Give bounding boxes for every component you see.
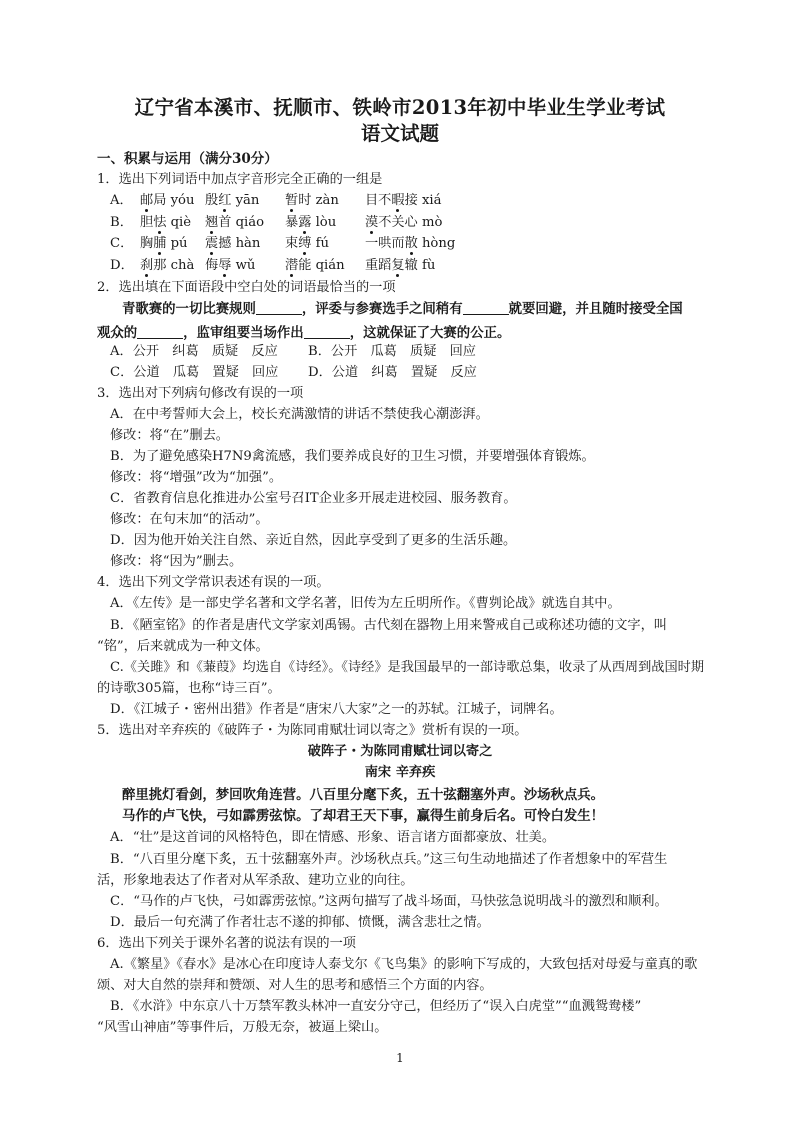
q1-word: 漠不关心 mò xyxy=(365,215,443,230)
q4-option-d: D．《江城子・密州出猎》作者是“唐宋八大家”之一的苏轼。江城子，词牌名。 xyxy=(110,702,563,717)
q4-option-c: C.《关雎》和《蒹葭》均选自《诗经》。《诗经》是我国最早的一部诗歌总集，收录了从西周到战国时期 xyxy=(110,660,705,675)
q1-word: 震撼 hàn xyxy=(205,236,261,251)
q2-passage-line2: 观众的 ，监审组要当场作出 ，这就保证了大赛的公正。 xyxy=(97,325,511,341)
q3-stem: 3．选出对下列病句修改有误的一项 xyxy=(97,386,304,401)
dotted-char: 辱 xyxy=(218,258,232,273)
poem-author: 南宋 辛弃疾 xyxy=(364,765,436,780)
q6-option-a-cont: 颂、对大自然的崇拜和赞颂、对人生的思考和感悟三个方面的内容。 xyxy=(97,978,493,993)
page-number: 1 xyxy=(396,1051,404,1065)
q3-line: 修改：将“增强”改为“加强”。 xyxy=(110,470,283,485)
q1-stem: 1．选出下列词语中加点字音形完全正确的一组是 xyxy=(97,172,383,187)
dotted-char: 露 xyxy=(298,215,312,230)
q1-word: 暴露 lòu xyxy=(285,215,337,230)
poem-line-2: 马作的卢飞快，弓如霹雳弦惊。了却君王天下事，赢得生前身后名。可怜白发生！ xyxy=(122,808,605,824)
dotted-char: 红 xyxy=(218,193,232,208)
q4-option-a: A．《左传》是一部史学名著和文学名著，旧传为左丘明所作。《曹刿论战》就选自其中。 xyxy=(110,596,621,611)
q3-line: 修改：将“因为”删去。 xyxy=(110,554,243,569)
q2-option-d: D．公道 纠葛 置疑 反应 xyxy=(308,365,477,380)
q1-word: 目不暇接 xiá xyxy=(365,193,442,208)
q5-option-d: D．最后一句充满了作者壮志不遂的抑郁、愤慨，满含悲壮之情。 xyxy=(110,915,490,930)
q4-option-c-cont: 的诗歌305篇，也称“诗三百”。 xyxy=(97,681,281,696)
q2-passage-line1: 青歌赛的一切比赛规则 ，评委与参赛选手之间稍有 就要回避，并且随时接受全国 xyxy=(122,301,683,317)
q2-option-a: A．公开 纠葛 质疑 反应 xyxy=(110,344,278,359)
dotted-char: 邮 xyxy=(140,193,154,208)
q1-word: 一哄而散 hòng xyxy=(365,236,456,251)
q6-option-a: A.《繁星》《春水》是冰心在印度诗人泰戈尔《飞鸟集》的影响下写成的，大致包括对母爱与童真的歌 xyxy=(110,957,698,972)
q1-option-label: B． xyxy=(110,215,133,230)
q1-word: 翘首 qiáo xyxy=(205,215,265,230)
q3-line: C．省教育信息化推进办公室号召IT企业多开展走进校园、服务教育。 xyxy=(110,491,517,506)
exam-title: 辽宁省本溪市、抚顺市、铁岭市2013年初中毕业生学业考试 xyxy=(134,96,666,119)
q1-word: 胆怯 qiè xyxy=(140,215,192,230)
dotted-char: 漠 xyxy=(365,215,379,230)
q5-option-a: A．“壮”是这首词的风格特色，即在情感、形象、语言诸方面都豪放、壮美。 xyxy=(110,830,556,845)
q3-line: A．在中考誓师大会上，校长充满激情的讲话不禁使我心潮澎湃。 xyxy=(110,407,489,422)
dotted-char: 缚 xyxy=(298,236,312,251)
q2-stem: 2．选出填在下面语段中空白处的词语最恰当的一项 xyxy=(97,280,396,295)
q5-option-c: C．“马作的卢飞快，弓如霹雳弦惊。”这两句描写了战斗场面，马快弦急说明战斗的激烈和顺利。 xyxy=(110,894,668,909)
blank-1 xyxy=(256,302,302,315)
q1-option-label: D． xyxy=(110,258,134,273)
q6-option-b-cont: “风雪山神庙”等事件后，万般无奈，被逼上梁山。 xyxy=(97,1020,388,1035)
q1-word: 刹那 chà xyxy=(140,258,195,273)
section-heading: 一、积累与运用（满分30分） xyxy=(97,151,278,167)
q3-line: 修改：将“在”删去。 xyxy=(110,428,229,443)
q6-stem: 6．选出下列关于课外名著的说法有误的一项 xyxy=(97,936,356,951)
q4-stem: 4．选出下列文学常识表述有误的一项。 xyxy=(97,575,330,590)
dotted-char: 刹 xyxy=(140,258,154,273)
exam-subtitle: 语文试题 xyxy=(360,122,439,145)
q1-word: 胸脯 pú xyxy=(140,236,188,251)
blank-2 xyxy=(463,302,509,315)
q1-word: 侮辱 wǔ xyxy=(205,258,256,273)
q3-line: 修改：在句末加“的活动”。 xyxy=(110,512,269,527)
q5-option-b-cont: 活，形象地表达了作者对从军杀敌、建功立业的向往。 xyxy=(97,873,414,888)
q1-word: 束缚 fú xyxy=(285,236,329,251)
q2-option-b: B．公开 瓜葛 质疑 回应 xyxy=(308,344,476,359)
q2-option-c: C．公道 瓜葛 置疑 回应 xyxy=(110,365,279,380)
q5-option-b: B．“八百里分麾下炙，五十弦翻塞外声。沙场秋点兵。”这三句生动地描述了作者想象中的军营生 xyxy=(110,852,668,867)
q4-option-b: B．《陋室铭》的作者是唐代文学家刘禹锡。古代刻在器物上用来警戒自己或称述功德的文字，叫 xyxy=(110,618,667,633)
blank-3 xyxy=(137,326,183,339)
q5-stem: 5．选出对辛弃疾的《破阵子・为陈同甫赋壮词以寄之》赏析有误的一项。 xyxy=(97,723,528,738)
q1-word: 邮局 yóu xyxy=(140,193,195,208)
dotted-char: 散 xyxy=(404,236,418,251)
dotted-char: 暂 xyxy=(285,193,299,208)
q1-word: 殷红 yān xyxy=(205,193,260,208)
dotted-char: 怯 xyxy=(153,215,167,230)
blank-4 xyxy=(304,326,350,339)
dotted-char: 复 xyxy=(391,258,405,273)
dotted-char: 脯 xyxy=(153,236,167,251)
poem-line-1: 醉里挑灯看剑，梦回吹角连营。八百里分麾下炙，五十弦翻塞外声。沙场秋点兵。 xyxy=(122,787,605,803)
q1-word: 重蹈复辙 fù xyxy=(365,258,436,273)
q3-line: B．为了避免感染H7N9禽流感，我们要养成良好的卫生习惯，并要增强体育锻炼。 xyxy=(110,449,595,464)
q3-line: D．因为他开始关注自然、亲近自然，因此享受到了更多的生活乐趣。 xyxy=(110,533,517,548)
dotted-char: 翘 xyxy=(205,215,219,230)
q6-option-b: B．《水浒》中东京八十万禁军教头林冲一直安分守己，但经历了“误入白虎堂”“血溅鸳鸯楼” xyxy=(110,999,642,1014)
q1-option-label: A． xyxy=(110,193,133,208)
q1-word: 潜能 qián xyxy=(285,258,345,273)
dotted-char: 震 xyxy=(205,236,219,251)
poem-title: 破阵子・为陈同甫赋壮词以寄之 xyxy=(307,744,493,759)
dotted-char: 暇 xyxy=(391,193,405,208)
q1-option-label: C． xyxy=(110,236,134,251)
q1-word: 暂时 zàn xyxy=(285,193,339,208)
q4-option-b-cont: “铭”，后来就成为一种文体。 xyxy=(97,639,269,654)
dotted-char: 潜 xyxy=(285,258,299,273)
